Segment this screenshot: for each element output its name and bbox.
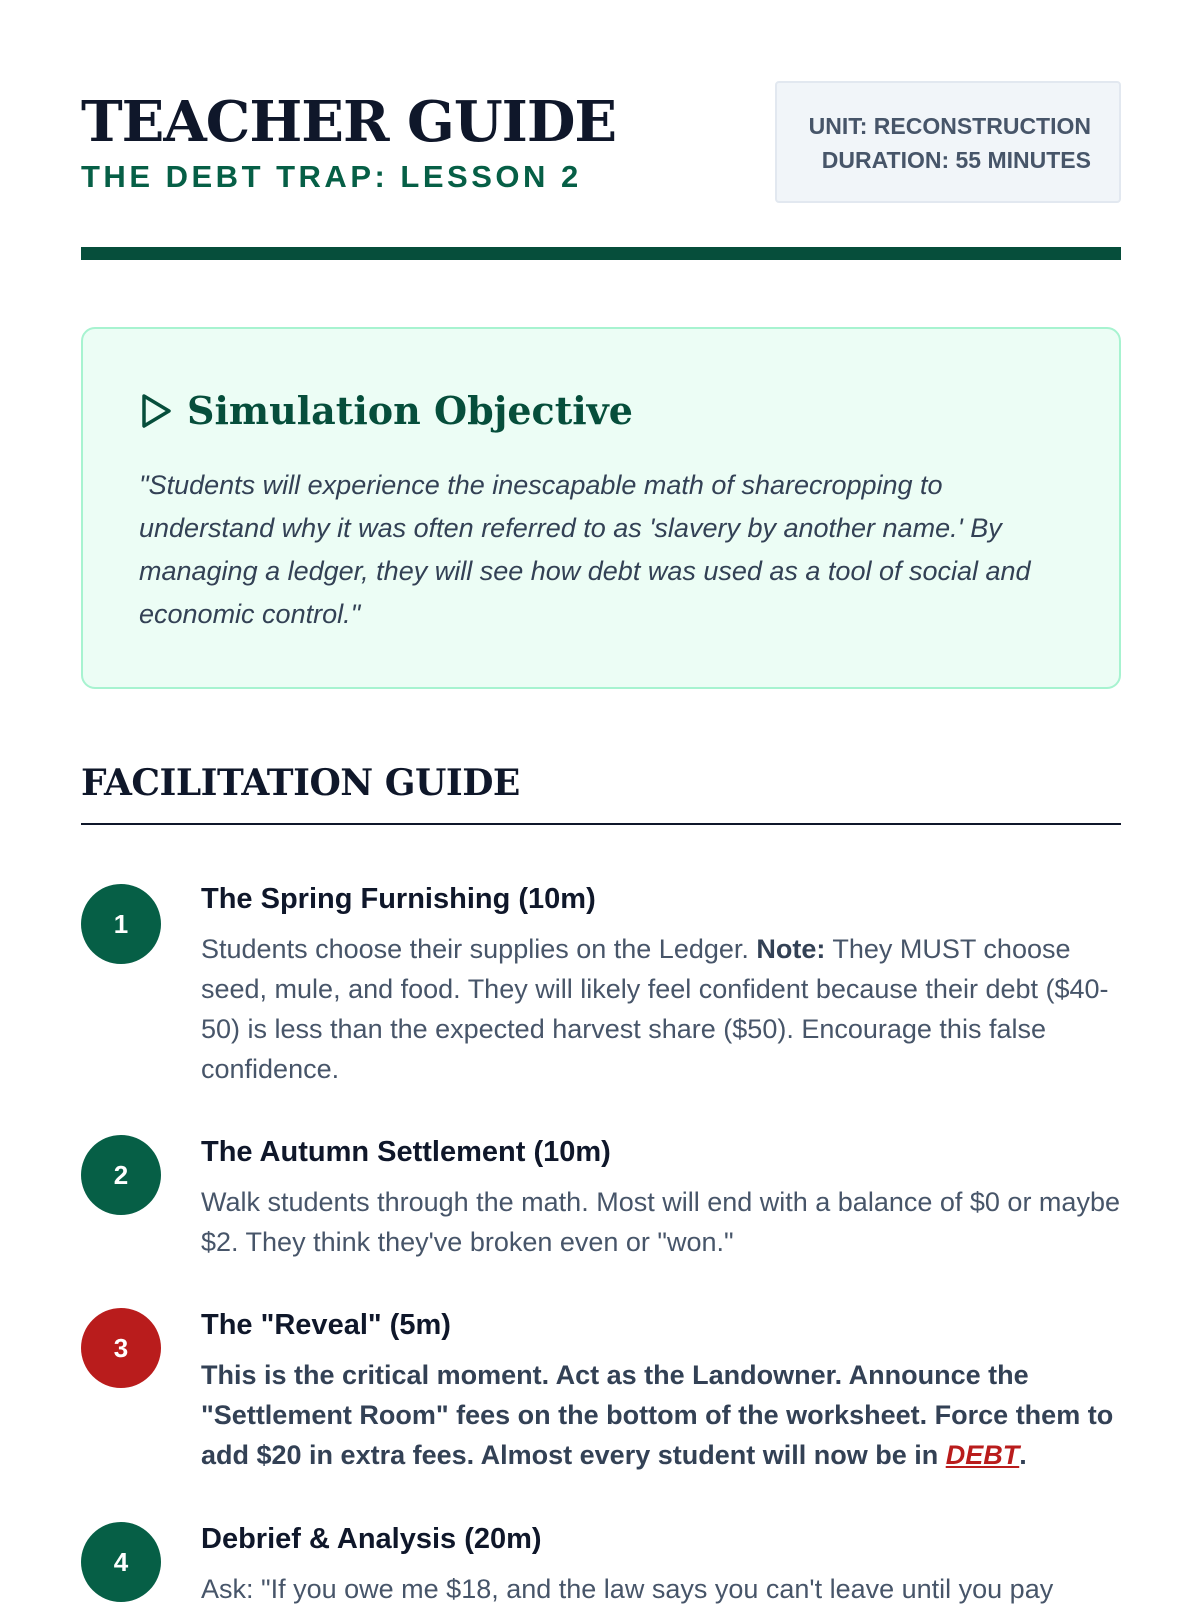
play-icon: [139, 392, 173, 430]
step-description: Ask: "If you owe me $18, and the law says you can't leave until you pay: [201, 1574, 1054, 1604]
step-title: The "Reveal" (5m): [201, 1309, 451, 1341]
objective-quote: "Students will experience the inescapable math of sharecropping to understand why it was often referred to as 'slavery by another name.' By managing a ledger, they will see how debt was used as a tool of social and economic control.": [139, 470, 1031, 629]
step-text-after: They MUST choose seed, mule, and food. They will likely feel confident because their debt ($40-50) is less than the expected harvest share ($50). Encourage this false confidence.: [201, 934, 1109, 1084]
lesson-meta-box: [775, 81, 1121, 203]
step-text-end: .: [1019, 1440, 1027, 1470]
step-description: [201, 929, 1121, 1089]
step-description: Walk students through the math. Most will end with a balance of $0 or maybe $2. They think they've broken even or "won.": [201, 1187, 1120, 1257]
step-title: The Spring Furnishing (10m): [201, 883, 596, 915]
page-title: TEACHER GUIDE: [81, 89, 617, 155]
objective-header: [139, 389, 633, 433]
step-title: The Autumn Settlement (10m): [201, 1136, 611, 1168]
debt-emphasis: DEBT: [945, 1440, 1020, 1470]
step-number-badge: 4: [81, 1522, 161, 1602]
step-text: This is the critical moment. Act as the Landowner. Announce the "Settlement Room" fees on the bottom of the worksheet. Force them to add $20 in extra fees. Almost every student will now be in: [201, 1360, 1114, 1470]
step-title: Debrief & Analysis (20m): [201, 1523, 542, 1555]
step-content: [201, 879, 1121, 1089]
duration-label: DURATION: 55 MINUTES: [821, 147, 1091, 173]
step-content: [201, 1519, 1121, 1609]
teacher-guide-page: [81, 0, 1121, 1604]
facilitation-title: FACILITATION GUIDE: [81, 762, 520, 804]
step-number-badge: 3: [81, 1308, 161, 1388]
section-divider: [81, 823, 1121, 825]
unit-label: UNIT: RECONSTRUCTION: [808, 113, 1091, 139]
note-label: Note:: [756, 934, 826, 964]
step-content: [201, 1305, 1121, 1475]
step-number-badge: 1: [81, 884, 161, 964]
objective-title: Simulation Objective: [187, 388, 633, 433]
step-description: [201, 1355, 1121, 1475]
header-divider: [81, 247, 1121, 260]
objective-card: [81, 327, 1121, 689]
step-text-before: Students choose their supplies on the Ledger.: [201, 934, 757, 964]
step-content: [201, 1132, 1121, 1262]
lesson-subtitle: THE DEBT TRAP: LESSON 2: [81, 159, 582, 194]
step-number-badge: 2: [81, 1135, 161, 1215]
page-header: [81, 0, 1121, 262]
